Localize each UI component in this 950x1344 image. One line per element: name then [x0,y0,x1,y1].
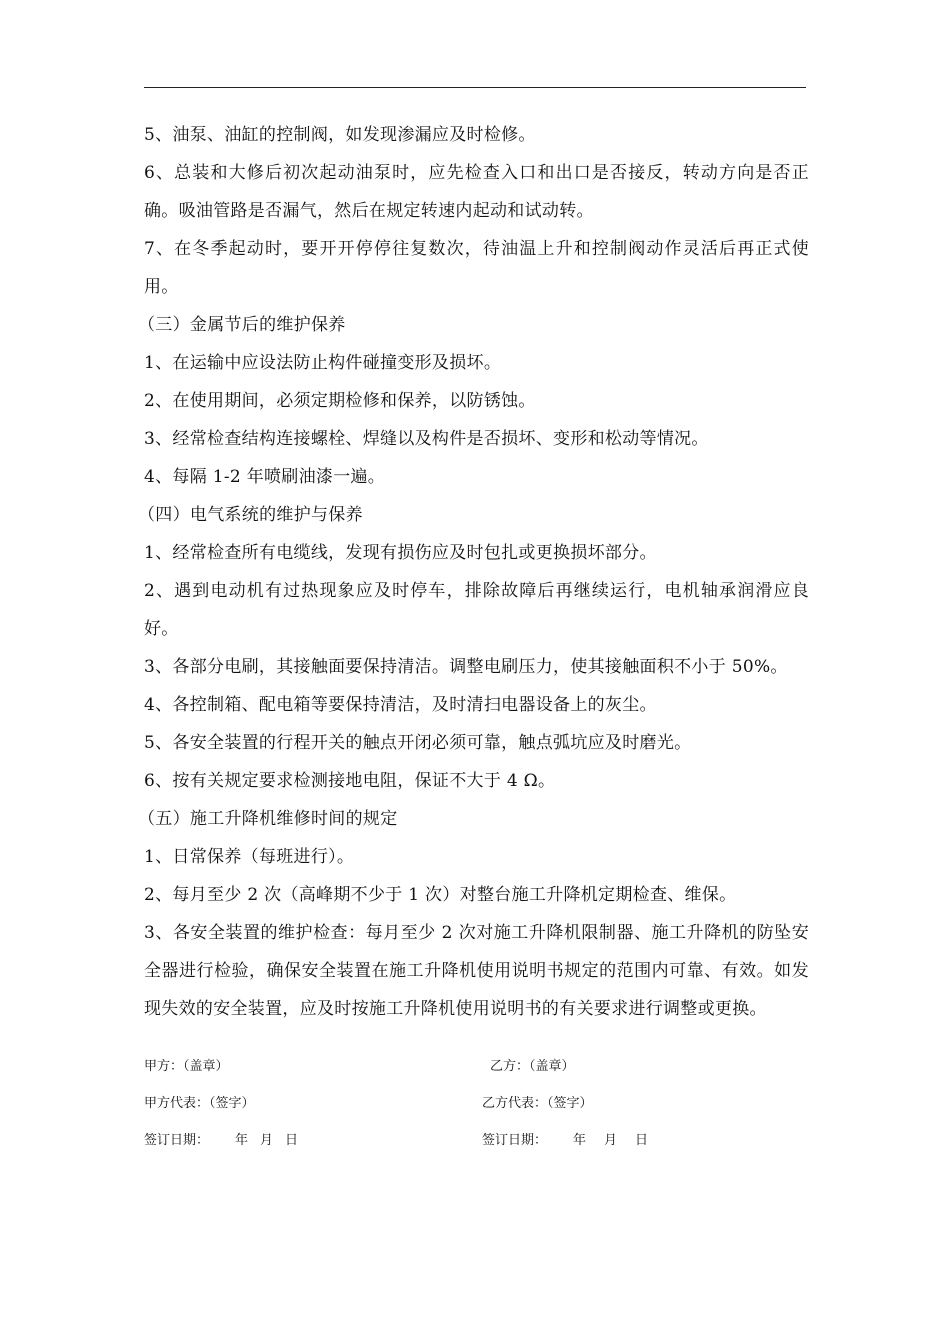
paragraph-daily: 1、日常保养（每班进行）。 [144,847,355,867]
paragraph-grounding: 6、按有关规定要求检测接地电阻，保证不大于 4 Ω。 [144,771,556,791]
party-b-day: 日 [635,1133,649,1148]
paragraph-first-start: 6、总装和大修后初次起动油泵时，应先检查入口和出口是否接反，转动方向是否正确。吸油管路是否漏气，然后在规定转速内起动和试动转。 [144,163,809,221]
party-b-date-label: 签订日期： [482,1133,548,1148]
party-b-representative: 乙方代表：（签字） [482,1096,593,1111]
party-a-year: 年 [235,1133,249,1148]
paragraph-control-boxes: 4、各控制箱、配电箱等要保持清洁，及时清扫电器设备上的灰尘。 [144,695,657,715]
paragraph-cables: 1、经常检查所有电缆线，发现有损伤应及时包扎或更换损坏部分。 [144,543,657,563]
paragraph-brushes: 3、各部分电刷，其接触面要保持清洁。调整电刷压力，使其接触面积不小于 50%。 [144,657,788,677]
document-body [138,116,809,1028]
paragraph-monthly: 2、每月至少 2 次（高峰期不少于 1 次）对整台施工升降机定期检查、维保。 [144,885,737,905]
section-heading-maintenance-schedule: （五）施工升降机维修时间的规定 [138,809,398,829]
paragraph-painting: 4、每隔 1-2 年喷刷油漆一遍。 [144,467,386,487]
paragraph-bolts-welds: 3、经常检查结构连接螺栓、焊缝以及构件是否损坏、变形和松动等情况。 [144,429,709,449]
section-heading-metal-structure: （三）金属节后的维护保养 [138,315,346,335]
seal-row [144,1053,806,1090]
party-b-seal: 乙方：（盖章） [490,1059,575,1074]
representative-row [144,1090,806,1127]
header-rule [144,87,806,88]
paragraph-safety-devices: 3、各安全装置的维护检查：每月至少 2 次对施工升降机限制器、施工升降机的防坠安全器进行检验，确保安全装置在施工升降机使用说明书规定的范围内可靠、有效。如发现失效的安全装置，应及时按施工升降机使用说明书的有关要求进行调整或更换。 [144,923,809,1019]
paragraph-maintenance-period: 2、在使用期间，必须定期检修和保养，以防锈蚀。 [144,391,536,411]
party-a-date [144,1127,298,1155]
party-a-month: 月 [260,1133,274,1148]
party-a-date-label: 签订日期： [144,1133,210,1148]
party-b-date [482,1127,648,1155]
paragraph-winter-start: 7、在冬季起动时，要开开停停往复数次，待油温上升和控制阀动作灵活后再正式使用。 [144,239,809,297]
date-row [144,1127,806,1164]
section-heading-electrical: （四）电气系统的维护与保养 [138,505,363,525]
party-a-seal: 甲方：（盖章） [144,1059,229,1074]
party-a-day: 日 [285,1133,299,1148]
paragraph-pump-valve: 5、油泵、油缸的控制阀，如发现渗漏应及时检修。 [144,125,536,145]
party-b-year: 年 [573,1133,587,1148]
paragraph-transport: 1、在运输中应设法防止构件碰撞变形及损坏。 [144,353,502,373]
paragraph-limit-switches: 5、各安全装置的行程开关的触点开闭必须可靠，触点弧坑应及时磨光。 [144,733,692,753]
party-a-representative: 甲方代表：（签字） [144,1096,255,1111]
signature-block [144,1053,806,1164]
party-b-month: 月 [604,1133,618,1148]
paragraph-motor-overheat: 2、遇到电动机有过热现象应及时停车，排除故障后再继续运行，电机轴承润滑应良好。 [144,581,809,639]
